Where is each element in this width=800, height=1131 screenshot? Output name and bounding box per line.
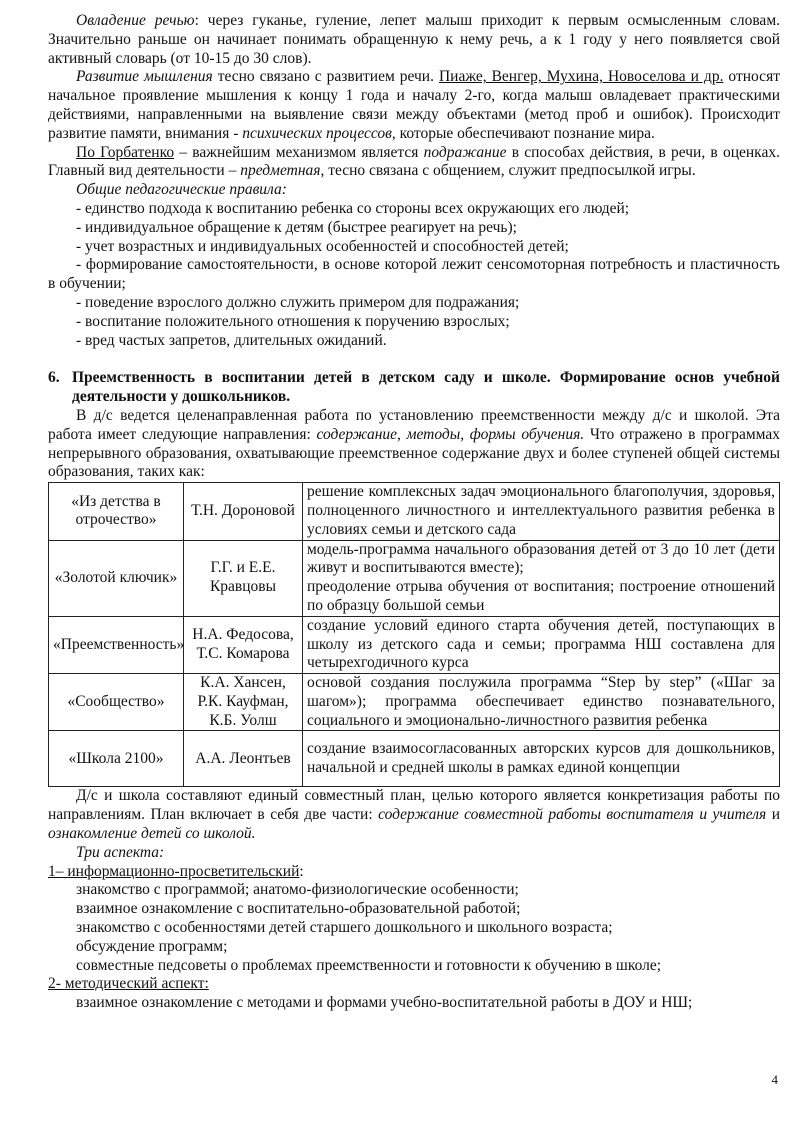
program-author: Н.А. Федосова, Т.С. Комарова: [184, 616, 303, 673]
program-name: «Школа 2100»: [49, 731, 184, 787]
program-author: А.А. Леонтьев: [184, 731, 303, 787]
aspects-title: Три аспекта:: [76, 843, 165, 861]
rules-title: Общие педагогические правила:: [76, 181, 287, 199]
aspect-list: [48, 881, 780, 975]
section-heading: [48, 369, 780, 407]
program-author: Г.Г. и Е.Е. Кравцовы: [184, 540, 303, 616]
list-item: знакомство с программой; анатомо-физиологические особенности;: [76, 881, 519, 899]
program-name: «Преемственность»: [49, 616, 184, 673]
paragraph-gorbatenko: По Горбатенко – важнейшим механизмом является подражание в способах действия, в речи, в оценках. Главный вид деятельности – предметная, тесно связана с общением, служит предпосылкой игры.: [48, 143, 780, 180]
document-page: [48, 12, 780, 1013]
list-item: - учет возрастных и индивидуальных особенностей и способностей детей;: [76, 237, 569, 255]
program-author: К.А. Хансен, Р.К. Кауфман, К.Б. Уолш: [184, 674, 303, 731]
program-author: Т.Н. Дороновой: [184, 483, 303, 540]
aspect-list: [48, 994, 780, 1013]
list-item: - вред частых запретов, длительных ожиданий.: [76, 331, 387, 349]
paragraph-plan: Д/с и школа составляют единый совместный план, целью которого является конкретизация работы по направлениям. План включает в себя две части: содержание совместной работы воспитателя и учителя и ознакомление детей со школой.: [48, 787, 780, 843]
aspect-heading: 2- методический аспект:: [48, 975, 209, 993]
table-row: [49, 616, 780, 673]
list-item: совместные педсоветы о проблемах преемственности и готовности к обучению в школе;: [76, 956, 662, 974]
program-description: основой создания послужила программа “Step by step” («Шаг за шагом»); программа обеспечивает единство познавательного, социального и эмоционально-личностного развития ребенка: [303, 674, 780, 731]
aspect-heading: 1– информационно-просветительский:: [48, 862, 304, 880]
program-name: «Золотой ключик»: [49, 540, 184, 616]
paragraph-speech: Овладение речью: через гуканье, гуление, лепет малыш приходит к первым осмысленным словам. Значительно раньше он начинает понимать обращенную к нему речь, а к 1 году у него появляется свой активный словарь (от 10-15 до 30 слов).: [48, 12, 780, 67]
program-description: модель-программа начального образования детей от 3 до 10 лет (дети живут и воспитываются вместе); преодоление отрыва обучения от воспитания; построение отношений по образцу большой семьи: [303, 540, 780, 616]
section-title: Преемственность в воспитании детей в детском саду и школе. Формирование основ учебной деятельности у дошкольников.: [72, 369, 780, 406]
list-item: - формирование самостоятельности, в основе которой лежит сенсомоторная потребность и пластичность в обучении;: [48, 256, 780, 293]
table-row: [49, 483, 780, 540]
table-row: [49, 540, 780, 616]
page-number: 4: [771, 1072, 778, 1087]
paragraph-thinking: Развитие мышления тесно связано с развитием речи. Пиаже, Венгер, Мухина, Новоселова и др. относят начальное проявление мышления к концу 1 года и началу 2-го, когда малыш овладевает практическими действиями, направленными на выявление связи между объектами (метод проб и ошибок). Происходит развитие памяти, внимания - психических процессов, которые обеспечивают познание мира.: [48, 68, 780, 142]
rules-list: [48, 200, 780, 350]
list-item: - воспитание положительного отношения к поручению взрослых;: [76, 312, 510, 330]
program-description: создание взаимосогласованных авторских курсов для дошкольников, начальной и средней школы в рамках единой концепции: [303, 731, 780, 787]
list-item: - единство подхода к воспитанию ребенка со стороны всех окружающих его людей;: [76, 199, 630, 217]
list-item: - индивидуальное обращение к детям (быстрее реагирует на речь);: [76, 218, 517, 236]
authors-reference: Пиаже, Венгер, Мухина, Новоселова и др.: [438, 68, 724, 86]
section-number: 6.: [48, 369, 60, 387]
list-item: взаимное ознакомление с методами и формами учебно-воспитательной работы в ДОУ и НШ;: [76, 994, 693, 1012]
programs-table: [48, 482, 780, 787]
program-description: решение комплексных задач эмоционального благополучия, здоровья, полноценного личностного и интеллектуального развития ребенка в условиях семьи и детского сада: [303, 483, 780, 540]
table-row: [49, 674, 780, 731]
table-row: [49, 731, 780, 787]
paragraph-continuity: В д/с ведется целенаправленная работа по установлению преемственности между д/с и школой. Эта работа имеет следующие направления: содержание, методы, формы обучения. Что отражено в программах непрерывного образования, охватывающие преемственное содержание двух и более ступеней общей системы образования, таких как:: [48, 406, 781, 481]
program-name: «Сообщество»: [49, 674, 184, 731]
term-speech: Овладение речью: [76, 12, 195, 29]
list-item: обсуждение программ;: [76, 937, 228, 955]
list-item: взаимное ознакомление с воспитательно-образовательной работой;: [76, 900, 521, 918]
program-description: создание условий единого старта обучения детей, поступающих в школу из детского сада и семьи; программа НШ составлена для четырехгодичного курса: [303, 616, 780, 673]
program-name: «Из детства в отрочество»: [49, 483, 184, 540]
list-item: - поведение взрослого должно служить примером для подражания;: [76, 293, 520, 311]
list-item: знакомство с особенностями детей старшего дошкольного и школьного возраста;: [76, 919, 613, 937]
